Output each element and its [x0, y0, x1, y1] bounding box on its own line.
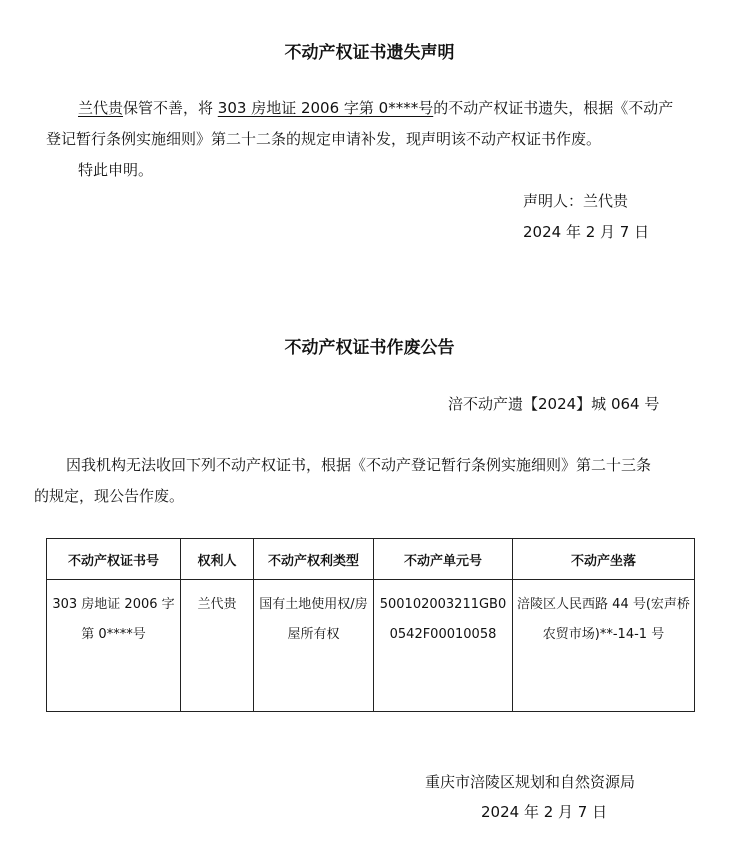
document-number: 涪不动产遗【2024】城 064 号	[448, 395, 660, 413]
statement-date: 2024 年 2 月 7 日	[523, 223, 650, 241]
declarant-signature: 声明人：兰代贵	[523, 192, 629, 210]
cell-certificate-number: 303 房地证 2006 字第 0****号	[47, 580, 181, 712]
certificate-table	[46, 538, 695, 712]
announcement-title: 不动产权证书作废公告	[284, 338, 455, 358]
certificate-number: 303 房地证 2006 字第 0****号	[217, 99, 434, 117]
statement-paragraph-line1	[78, 98, 673, 118]
statement-closing: 特此申明。	[78, 161, 154, 179]
cell-location: 涪陵区人民西路 44 号(宏声桥农贸市场)**-14-1 号	[513, 580, 695, 712]
statement-paragraph-line2: 登记暂行条例实施细则》第二十二条的规定申请补发，现声明该不动产权证书作废。	[46, 130, 602, 148]
statement-title: 不动产权证书遗失声明	[284, 43, 455, 63]
issuing-authority: 重庆市涪陵区规划和自然资源局	[425, 773, 636, 791]
cell-right-type: 国有土地使用权/房屋所有权	[254, 580, 374, 712]
table-row	[47, 580, 695, 712]
statement-text-b: 的不动产权证书遗失，根据《不动产	[433, 99, 674, 117]
header-right-type: 不动产权利类型	[254, 539, 374, 580]
header-location: 不动产坐落	[513, 539, 695, 580]
declarant-name: 兰代贵	[78, 99, 124, 117]
issue-date: 2024 年 2 月 7 日	[481, 803, 608, 821]
cell-right-holder: 兰代贵	[181, 580, 254, 712]
cell-unit-number: 500102003211GB00542F00010058	[374, 580, 513, 712]
header-right-holder: 权利人	[181, 539, 254, 580]
header-unit-number: 不动产单元号	[374, 539, 513, 580]
announcement-intro-line2: 的规定，现公告作废。	[34, 487, 185, 505]
header-certificate-number: 不动产权证书号	[47, 539, 181, 580]
table-header-row	[47, 539, 695, 580]
announcement-intro-line1: 因我机构无法收回下列不动产权证书，根据《不动产登记暂行条例实施细则》第二十三条	[66, 456, 652, 474]
statement-text-a: 保管不善，将	[123, 99, 218, 117]
